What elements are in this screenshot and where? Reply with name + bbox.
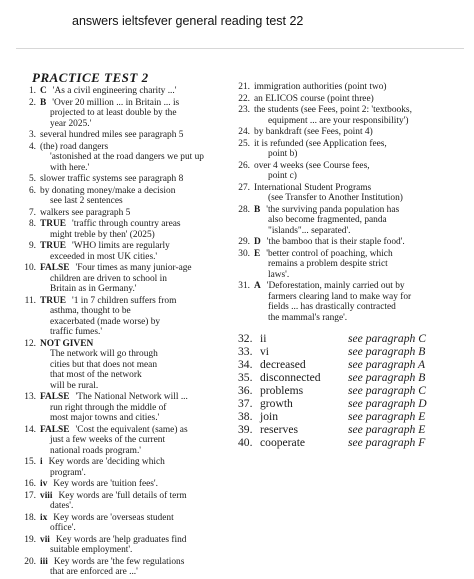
answer-number: 32. [238,332,253,345]
answer-continuation: see last 2 sentences [50,196,123,206]
answer-row [238,384,464,397]
answer-body [40,479,158,490]
answer-row [24,98,234,109]
answer-text: the students (see Fees, point 2: 'textbooks, [254,105,412,115]
answer-body [254,161,370,172]
answer-body [254,82,387,93]
answer-number: 11. [24,295,36,306]
answer-number: 34. [238,358,253,371]
answer-number: 18. [24,512,36,523]
answer-key: A [254,281,261,291]
answer-body [254,237,405,248]
answer-row [24,392,234,403]
answer-body [40,219,181,230]
answer-key: FALSE [40,392,70,402]
answer-body [40,130,183,141]
answer-text: Key words are 'help graduates find [55,534,187,545]
answer-body [40,241,170,252]
answer-body [40,392,188,403]
answer-key: TRUE [40,241,67,251]
answer-row [238,249,464,260]
answer-number: 4. [28,141,36,152]
answer-row [24,86,234,97]
answer-row [24,425,234,436]
answer-continuation: children are driven to school in [50,273,167,284]
answer-continuation: farmers clearing land to make way for [268,291,412,302]
answer-number: 10. [24,263,36,273]
answer-row [238,82,464,93]
answer-continuation: projected to at least double by the [50,108,177,118]
answer-body [254,94,374,105]
answer-text: by bankdraft (see Fees, point 4) [254,127,373,137]
answer-row [24,219,234,230]
answer-number: 20. [24,556,36,567]
answer-key: E [254,248,261,259]
answer-row [238,94,464,105]
answer-body [254,281,405,292]
answer-row [238,205,464,216]
answer-continuation: (see Transfer to Another Institution) [268,193,403,203]
answer-continuation: Britain as in Germany.' [50,284,137,294]
answer-body [40,86,176,97]
answer-continuation: cities but that does not mean [50,359,158,370]
answer-continuation: traffic fumes.' [50,327,103,337]
answer-key: B [40,97,47,108]
answer-row [238,410,464,423]
answer-body [40,557,184,568]
answer-body [40,174,183,185]
answer-number: 9. [28,241,36,251]
answer-number: 40. [238,436,253,449]
answer-number: 28. [238,204,250,215]
answer-body [40,186,175,197]
answer-text: (the) road dangers [40,141,109,152]
answer-text: Key words are 'the few regulations [53,556,185,567]
answer-text: 'Over 20 million ... in Britain ... is [52,97,180,108]
answer-continuation: just a few weeks of the current [50,435,166,445]
answer-continuation: office'. [50,523,76,533]
answer-row [238,436,464,449]
answer-text: 'traffic through country areas [72,219,181,229]
answer-reference: see paragraph E [348,410,426,423]
answer-body [254,249,393,260]
answer-number: 1. [28,86,36,96]
answer-row [238,183,464,194]
answer-key: growth [260,397,293,410]
answer-key: iii [40,556,48,567]
answer-number: 31. [238,281,250,291]
answer-text: Key words are 'overseas student [53,512,174,523]
answer-key: C [40,86,47,96]
answer-number: 26. [238,160,250,171]
answer-continuation: suitable employment'. [50,545,133,555]
answer-reference: see paragraph C [348,384,426,397]
answer-number: 38. [238,410,253,423]
answer-key: FALSE [40,263,70,273]
answer-continuation: the mammal's range'. [268,312,348,323]
answer-key: vi [260,345,270,358]
answer-reference: see paragraph C [348,332,426,345]
answer-key: ii [260,332,267,345]
answer-key: iv [40,479,48,489]
answer-row [24,557,234,568]
answer-number: 29. [238,237,250,247]
answer-reference: see paragraph D [348,397,427,410]
answer-key: TRUE [40,219,67,229]
answer-number: 25. [238,138,250,149]
answer-continuation: program'. [50,467,86,478]
answer-number: 19. [24,534,36,545]
answer-text: 'the bamboo that is their staple food'. [266,237,405,247]
answer-text: over 4 weeks (see Course fees, [254,160,370,171]
answer-text: '1 in 7 children suffers from [72,295,177,306]
answer-row [24,339,234,350]
answer-row [24,130,234,141]
answer-number: 13. [24,392,36,402]
answer-text: Key words are 'full details of term [58,490,187,501]
answer-continuation: might treble by then' (2025) [50,229,155,240]
answer-continuation: fields ... has drastically contracted [268,302,396,312]
answer-body [254,183,371,194]
answer-reference: see paragraph B [348,345,426,358]
answer-continuation: exceeded in most UK cities.' [50,251,158,262]
answer-row [24,513,234,524]
answer-number: 37. [238,397,253,410]
answer-number: 14. [24,424,36,435]
answer-number: 6. [28,185,36,196]
answer-key: problems [260,384,304,397]
answer-body [40,296,176,307]
answer-continuation: most major towns and cities.' [50,413,160,423]
answer-key: D [254,237,261,247]
answer-reference: see paragraph A [348,358,426,371]
answer-key: i [40,457,43,467]
answer-key: disconnected [260,371,321,384]
answer-text: 'As a civil engineering charity ...' [52,86,177,96]
answer-row [24,142,234,153]
answer-text: slower traffic systems see paragraph 8 [40,174,184,184]
answer-continuation: laws'. [268,269,290,280]
page-header: answers ieltsfever general reading test 22 [72,14,304,28]
answer-text: by donating money/make a decision [40,185,176,196]
answer-row [24,491,234,502]
answer-continuation: run right through the middle of [50,402,167,413]
answer-text: 'The National Network will ... [75,392,188,402]
answer-continuation: 'astonished at the road dangers we put up [50,152,204,162]
answer-row [238,358,464,371]
answer-column-right [238,82,464,449]
answer-text: International Student Programs [254,182,372,193]
answer-body [40,491,187,502]
answer-row [24,186,234,197]
answer-number: 7. [28,207,36,218]
answer-column-left [24,86,234,579]
answer-text: Key words are 'deciding which [48,457,165,467]
answer-number: 5. [28,174,36,184]
answer-number: 16. [24,479,36,489]
answer-body [40,208,130,219]
answer-body [40,339,99,350]
answer-continuation: dates'. [50,501,74,511]
answer-key: NOT GIVEN [40,338,94,349]
answer-text: an ELICOS course (point three) [254,93,374,104]
answer-number: 27. [238,182,250,193]
answer-body [40,142,108,153]
answer-number: 2. [28,97,36,108]
answer-number: 17. [24,490,36,501]
answer-row [238,281,464,292]
answer-continuation: will be rural. [50,380,99,391]
answer-body [40,513,174,524]
answer-key: viii [40,490,53,501]
answer-continuation: year 2025.' [50,118,92,129]
answer-number: 30. [238,248,250,259]
answer-row [24,208,234,219]
answer-continuation: equipment ... are your responsibility') [268,115,409,126]
answer-continuation: exacerbated (made worse) by [50,316,161,327]
answer-reference: see paragraph B [348,371,426,384]
answer-continuation: national roads program.' [50,445,141,456]
answer-text: 'better control of poaching, which [266,248,393,259]
answer-continuation: that most of the network [50,370,142,380]
header-divider [16,48,464,49]
answer-text: 'Deforestation, mainly carried out by [266,281,405,291]
answer-row [24,535,234,546]
answer-continuation: remains a problem despite strict [268,259,388,269]
answer-row [238,371,464,384]
answer-reference: see paragraph F [348,436,426,449]
answer-row [238,237,464,248]
answer-row [238,397,464,410]
answer-body [40,98,179,109]
answer-body [40,457,165,468]
answer-text: 'Four times as many junior-age [75,263,192,273]
answer-number: 22. [238,93,250,104]
answer-key: TRUE [40,295,67,306]
answer-number: 35. [238,371,253,384]
answer-row [238,423,464,436]
answer-continuation: The network will go through [50,349,158,359]
answer-body [40,535,186,546]
answer-row [24,263,234,274]
answer-number: 15. [24,457,36,467]
answer-row [24,241,234,252]
answer-number: 23. [238,105,250,115]
answer-continuation: also become fragmented, panda [268,215,387,225]
answer-number: 36. [238,384,253,397]
answer-key: vii [40,534,50,545]
answer-row [238,161,464,172]
answer-key: decreased [260,358,306,371]
answer-continuation: "islands"... separated'. [268,225,351,236]
answer-key: cooperate [260,436,306,449]
answer-key: join [260,410,279,423]
answer-row [24,296,234,307]
answer-text: 'Cost the equivalent (same) as [75,424,188,435]
answer-body [254,127,373,138]
answer-text: it is refunded (see Application fees, [254,138,387,149]
answer-row [24,457,234,468]
answer-number: 24. [238,127,250,137]
section-gap [238,324,464,332]
answer-text: immigration authorities (point two) [254,82,387,92]
answer-number: 3. [28,130,36,140]
answer-number: 39. [238,423,253,436]
answer-key: ix [40,512,48,523]
answer-body [254,105,412,116]
answer-body [254,139,387,150]
answer-continuation: that are enforced are ...' [50,567,138,577]
answer-row [238,345,464,358]
answer-row [24,174,234,185]
answer-row [238,139,464,150]
answer-number: 8. [28,219,36,229]
answer-row [238,127,464,138]
answer-text: several hundred miles see paragraph 5 [40,130,184,140]
answer-number: 12. [24,338,36,349]
answer-text: Key words are 'tuition fees'. [53,479,158,489]
answer-body [40,263,192,274]
answer-text: 'WHO limits are regularly [72,241,170,251]
answer-reference: see paragraph E [348,423,426,436]
answer-number: 33. [238,345,253,358]
answer-text: 'the surviving panda population has [266,204,400,215]
answer-number: 21. [238,82,250,92]
answer-key: FALSE [40,424,70,435]
answer-body [40,425,188,436]
answer-continuation: with here.' [50,162,90,173]
section-title: PRACTICE TEST 2 [32,70,149,85]
answer-key: B [254,204,261,215]
answer-key: reserves [260,423,298,436]
answer-row [238,105,464,116]
answer-continuation: point c) [268,171,297,181]
answer-body [254,205,399,216]
answer-row [238,332,464,345]
answer-text: walkers see paragraph 5 [40,207,131,218]
answer-continuation: asthma, thought to be [50,306,131,316]
answer-continuation: point b) [268,149,298,159]
answer-row [24,479,234,490]
